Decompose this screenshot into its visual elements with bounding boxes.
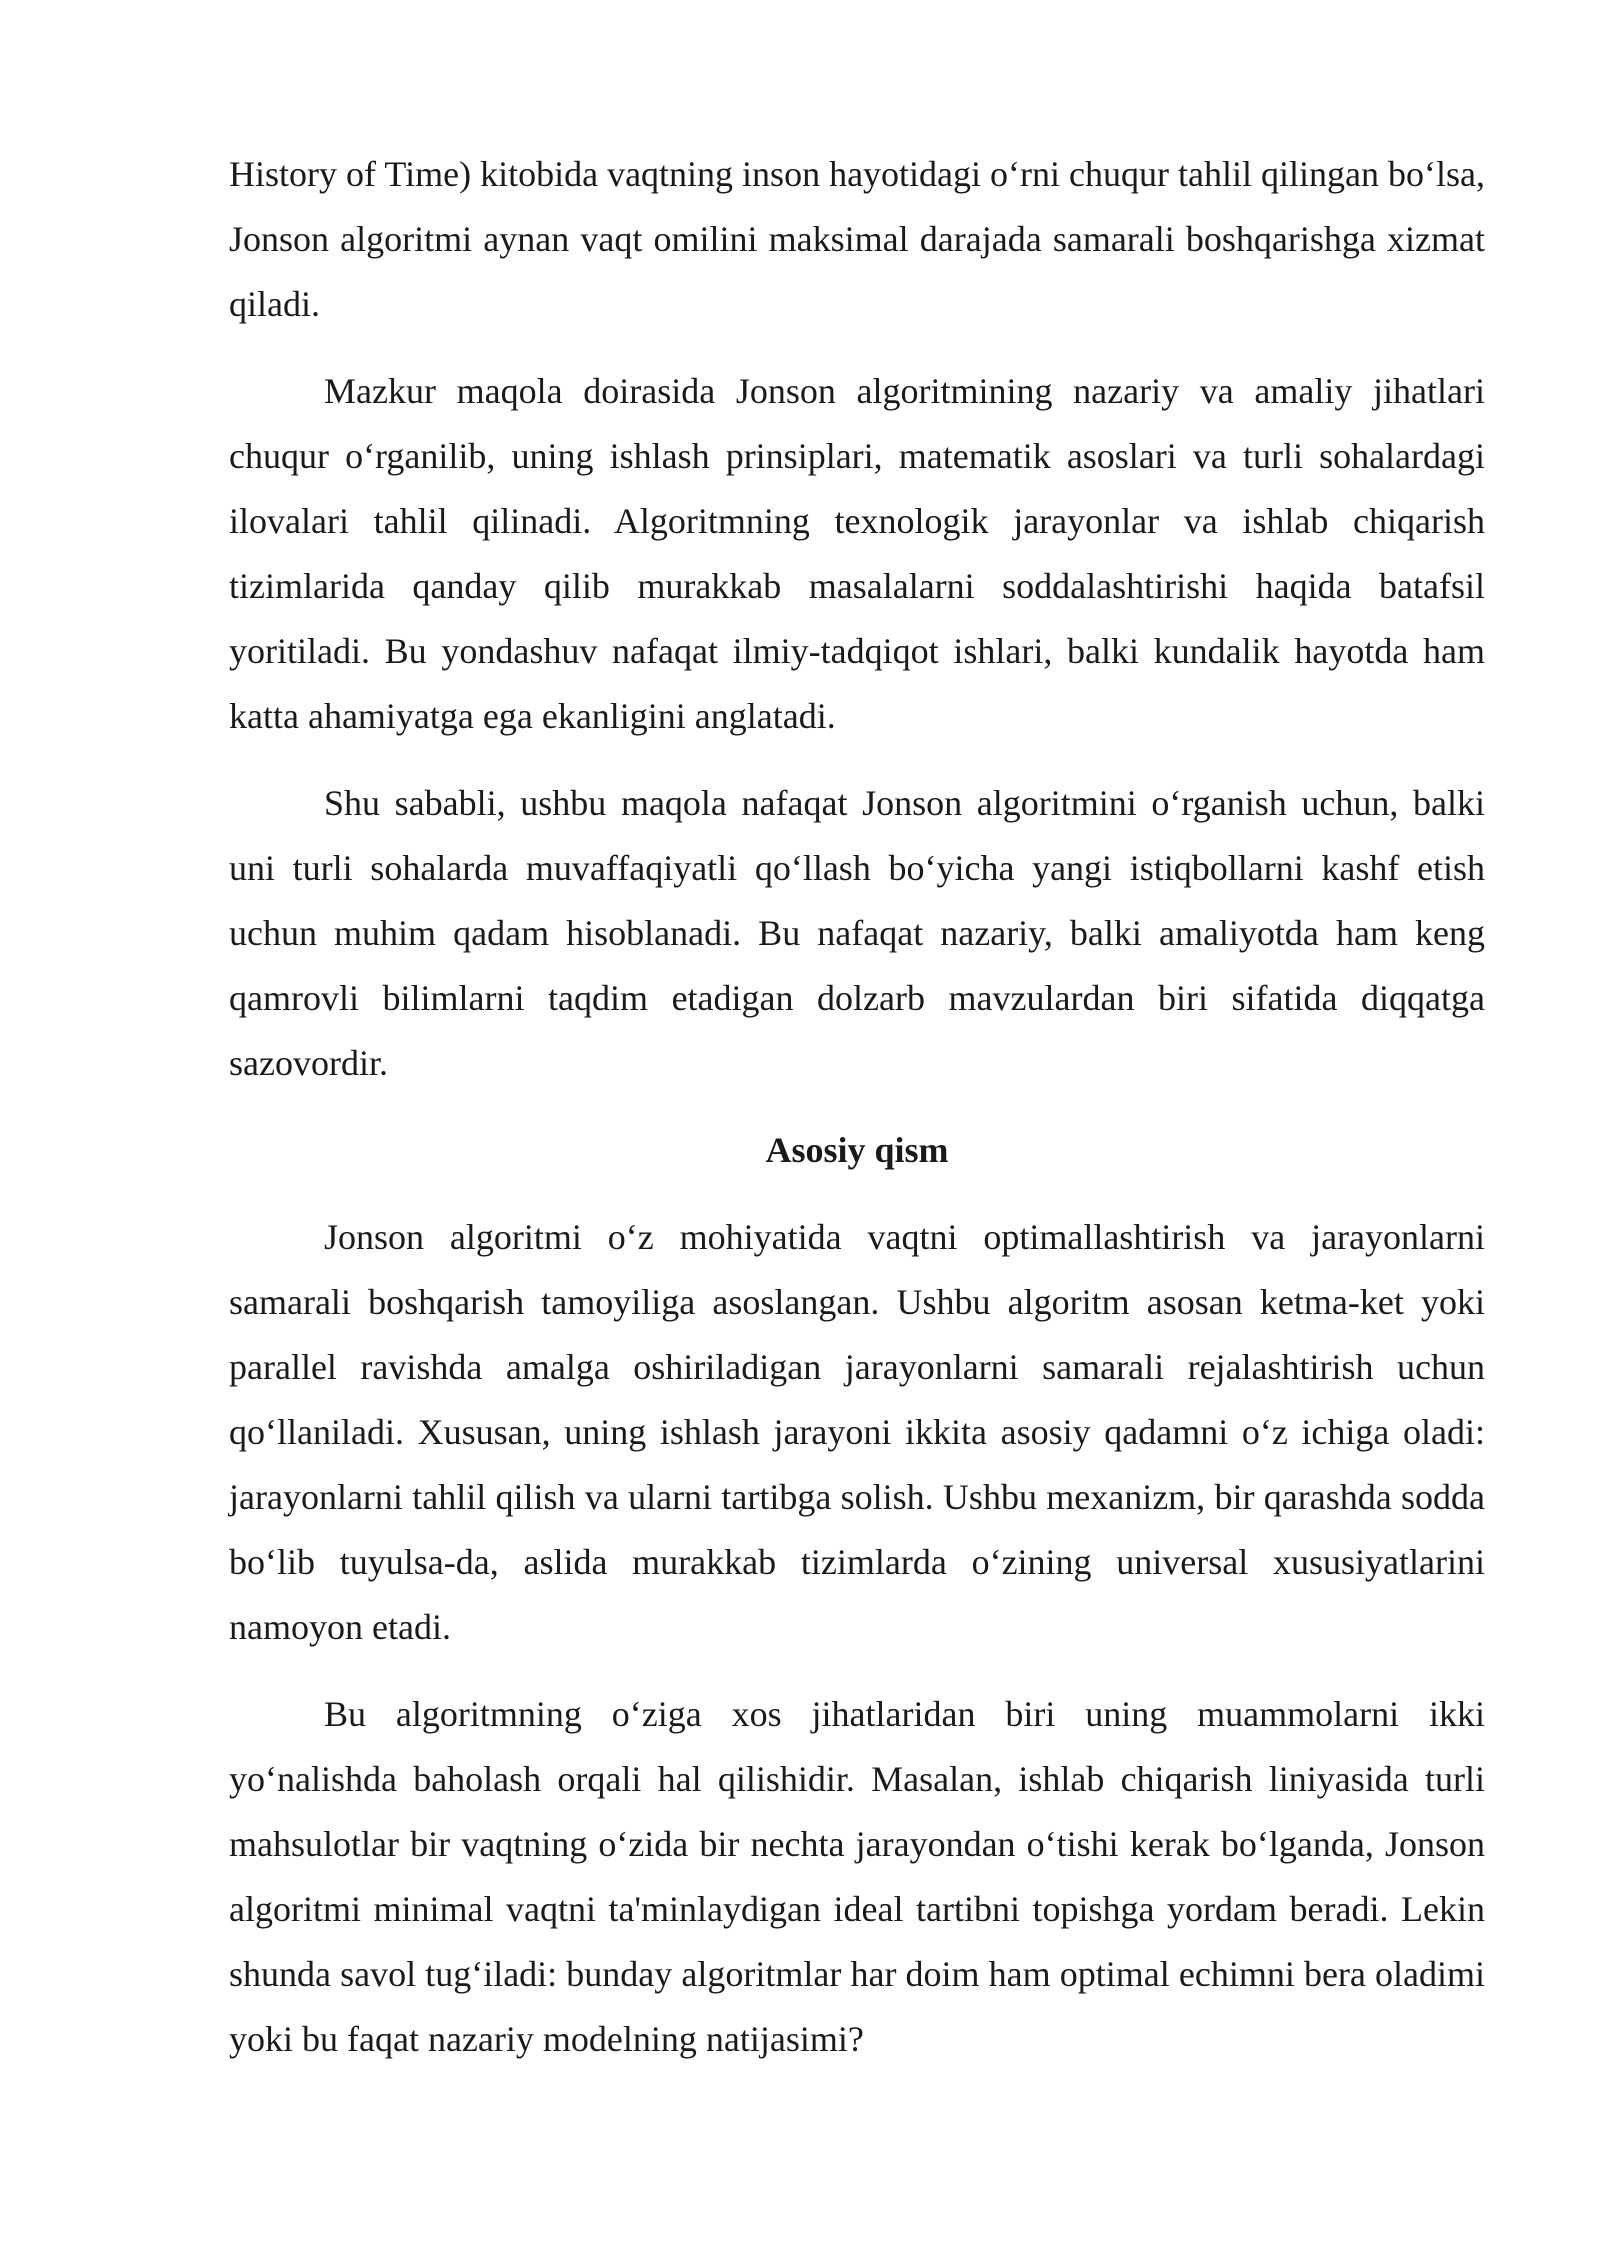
- section-heading: Asosiy qism: [765, 1130, 949, 1170]
- document-body: [229, 142, 1485, 2094]
- paragraph-algorithm-essence: Jonson algoritmi o‘z mohiyatida vaqtni optimallashtirish va jarayonlarni samarali boshqarish tamoyiliga asoslangan. Ushbu algoritm asosan ketma-ket yoki parallel ravishda amalga oshiriladigan jarayonlarni samarali rejalashtirish uchun qo‘llaniladi. Xususan, uning ishlash jarayoni ikkita asosiy qadamni o‘z ichiga oladi: jarayonlarni tahlil qilish va ularni tartibga solish. Ushbu mexanizm, bir qarashda sodda bo‘lib tuyulsa-da, aslida murakkab tizimlarda o‘zining universal xususiyatlarini namoyon etadi.: [229, 1217, 1485, 1647]
- paragraph-continuation: History of Time) kitobida vaqtning inson hayotidagi o‘rni chuqur tahlil qilingan bo‘lsa, Jonson algoritmi aynan vaqt omilini maksimal darajada samarali boshqarishga xizmat qiladi.: [229, 154, 1485, 324]
- paragraph-article-importance: Shu sababli, ushbu maqola nafaqat Jonson algoritmini o‘rganish uchun, balki uni turli sohalarda muvaffaqiyatli qo‘llash bo‘yicha yangi istiqbollarni kashf etish uchun muhim qadam hisoblanadi. Bu nafaqat nazariy, balki amaliyotda ham keng qamrovli bilimlarni taqdim etadigan dolzarb mavzulardan biri sifatida diqqatga sazovordir.: [229, 783, 1485, 1083]
- paragraph-article-scope: Mazkur maqola doirasida Jonson algoritmining nazariy va amaliy jihatlari chuqur o‘rganilib, uning ishlash prinsiplari, matematik asoslari va turli sohalardagi ilovalari tahlil qilinadi. Algoritmning texnologik jarayonlar va ishlab chiqarish tizimlarida qanday qilib murakkab masalalarni soddalashtirishi haqida batafsil yoritiladi. Bu yondashuv nafaqat ilmiy-tadqiqot ishlari, balki kundalik hayotda ham katta ahamiyatga ega ekanligini anglatadi.: [229, 371, 1485, 736]
- paragraph-algorithm-features: Bu algoritmning o‘ziga xos jihatlaridan biri uning muammolarni ikki yo‘nalishda baholash orqali hal qilishidir. Masalan, ishlab chiqarish liniyasida turli mahsulotlar bir vaqtning o‘zida bir nechta jarayondan o‘tishi kerak bo‘lganda, Jonson algoritmi minimal vaqtni ta'minlaydigan ideal tartibni topishga yordam beradi. Lekin shunda savol tug‘iladi: bunday algoritmlar har doim ham optimal echimni bera oladimi yoki bu faqat nazariy modelning natijasimi?: [229, 1694, 1485, 2059]
